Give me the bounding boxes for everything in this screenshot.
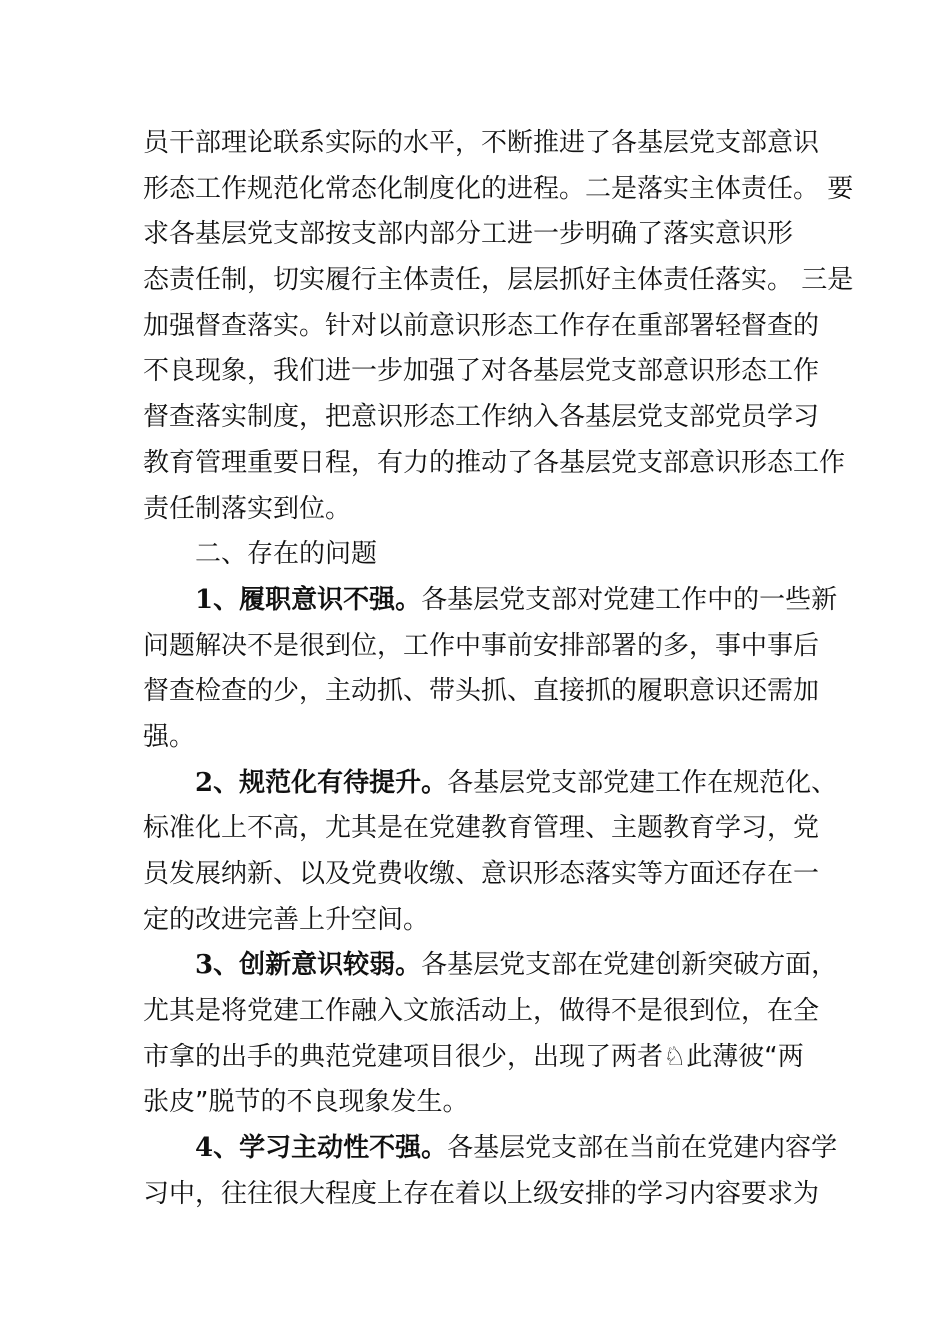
paragraph-line: 市拿的出手的典范党建项目很少，出现了两者♘此薄彼“两 bbox=[143, 1041, 804, 1072]
document-body bbox=[143, 121, 854, 1218]
item-text: 各基层党支部党建工作在规范化、 bbox=[447, 767, 838, 798]
paragraph-line: 督查检查的少，主动抓、带头抓、直接抓的履职意识还需加 bbox=[143, 676, 820, 707]
list-item-first-line bbox=[143, 1126, 838, 1172]
paragraph-line: 教育管理重要日程，有力的推动了各基层党支部意识形态工作 bbox=[143, 447, 846, 478]
list-item-first-line bbox=[143, 578, 838, 624]
list-item-first-line bbox=[143, 943, 838, 989]
item-number: 4、 bbox=[195, 1133, 240, 1164]
paragraph-line: 态责任制，切实履行主体责任，层层抓好主体责任落实。 三是 bbox=[143, 265, 854, 296]
item-text: 各基层党支部在党建创新突破方面， bbox=[421, 950, 838, 981]
item-title: 履职意识不强。 bbox=[239, 584, 422, 615]
paragraph-line: 求各基层党支部按支部内部分工进一步明确了落实意识形 bbox=[143, 219, 794, 250]
paragraph-line: 加强督查落实。针对以前意识形态工作存在重部署轻督查的 bbox=[143, 310, 820, 341]
paragraph-line: 员干部理论联系实际的水平，不断推进了各基层党支部意识 bbox=[143, 128, 820, 158]
paragraph-line: 张皮”脱节的不良现象发生。 bbox=[143, 1087, 469, 1118]
paragraph-line: 习中，往往很大程度上存在着以上级安排的学习内容要求为 bbox=[143, 1178, 820, 1209]
paragraph-line: 问题解决不是很到位，工作中事前安排部署的多，事中事后 bbox=[143, 630, 820, 661]
paragraph-line: 不良现象，我们进一步加强了对各基层党支部意识形态工作 bbox=[143, 356, 820, 387]
item-number: 3、 bbox=[195, 950, 240, 981]
paragraph-line: 责任制落实到位。 bbox=[143, 493, 352, 524]
item-number: 1、 bbox=[195, 584, 240, 615]
list-item-first-line bbox=[143, 761, 838, 807]
item-title: 规范化有待提升。 bbox=[239, 767, 448, 798]
paragraph-line: 标准化上不高，尤其是在党建教育管理、主题教育学习，党 bbox=[143, 813, 820, 844]
item-text: 各基层党支部在当前在党建内容学 bbox=[447, 1133, 838, 1164]
paragraph-line: 形态工作规范化常态化制度化的进程。二是落实主体责任。 要 bbox=[143, 173, 854, 204]
item-text: 各基层党支部对党建工作中的一些新 bbox=[421, 584, 838, 615]
item-title: 学习主动性不强。 bbox=[239, 1133, 448, 1164]
paragraph-line: 强。 bbox=[143, 721, 196, 752]
paragraph-line: 定的改进完善上升空间。 bbox=[143, 904, 430, 935]
item-title: 创新意识较弱。 bbox=[239, 950, 422, 981]
paragraph-line: 尤其是将党建工作融入文旅活动上，做得不是很到位，在全 bbox=[143, 996, 820, 1027]
item-number: 2、 bbox=[195, 767, 240, 798]
paragraph-line: 督查落实制度，把意识形态工作纳入各基层党支部党员学习 bbox=[143, 402, 820, 433]
section-heading: 二、存在的问题 bbox=[195, 539, 378, 570]
paragraph-line: 员发展纳新、以及党费收缴、意识形态落实等方面还存在一 bbox=[143, 859, 820, 889]
